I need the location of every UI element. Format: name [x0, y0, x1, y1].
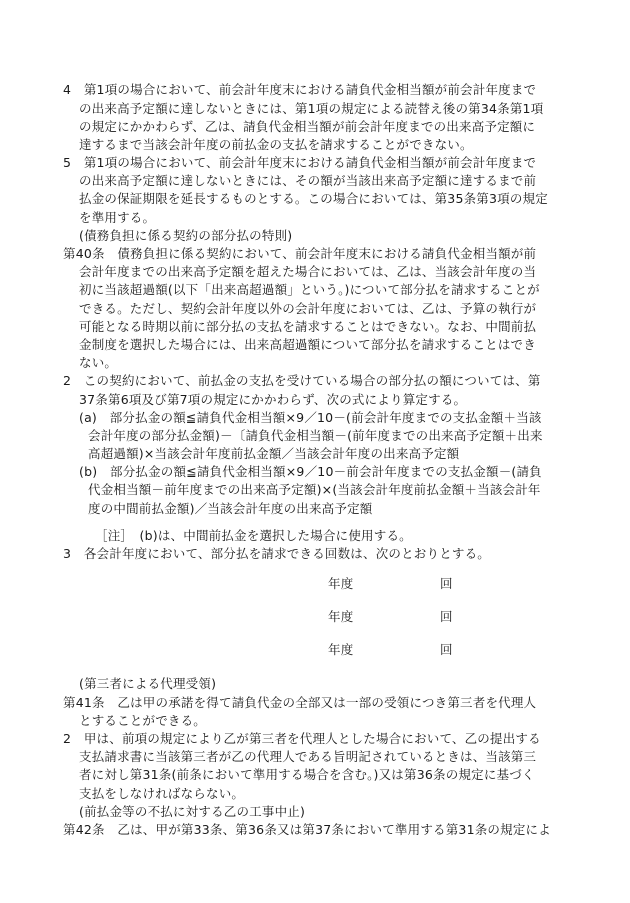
text-line: の出来高予定額に達しないときには、第1項の規定による読替え後の第34条第1項 [79, 101, 544, 116]
text-line: 可能となる時期以前に部分払の支払を請求することはできない。なお、中間前払 [79, 319, 537, 334]
text-line: 達するまで当該会計年度の前払金の支払を請求することができない。 [79, 137, 473, 152]
section-heading: (前払金等の不払に対する乙の工事中止) [79, 804, 306, 819]
text-line: 払金の保証期限を延長するものとする。この場合においては、第35条第3項の規定 [79, 191, 548, 206]
text-line: できる。ただし、契約会計年度以外の会計年度においては、乙は、予算の執行が [79, 301, 537, 316]
article-41-line: 第41条 乙は甲の承諾を得て請負代金の全部又は一部の受領につき第三者を代理人 [63, 695, 537, 710]
formula-a-line: (a) 部分払金の額≦請負代金相当額×9／10－(前会計年度までの支払金額＋当該 [79, 410, 542, 425]
formula-b-line: 代金相当額－前年度までの出来高予定額)×(当該会計年度前払金額＋当該会計年 [88, 482, 541, 497]
article-42-line: 第42条 乙は、甲が第33条、第36条又は第37条において準用する第31条の規定によ [63, 822, 551, 837]
text-line: を準用する。 [79, 210, 156, 225]
text-line: 3 各会計年度において、部分払を請求できる回数は、次のとおりとする。 [63, 546, 491, 561]
text-line: 支払をしなければならない。 [79, 786, 245, 801]
formula-a-line: 会計年度の部分払金額)－〔請負代金相当額－(前年度までの出来高予定額＋出来 [88, 428, 543, 443]
article-40-line: 第40条 債務負担に係る契約において、前会計年度末における請負代金相当額が前 [63, 246, 537, 261]
text-line: 金制度を選択した場合には、出来高超過額について部分払を請求することはでき [79, 337, 536, 352]
text-line: とすることができる。 [79, 713, 207, 728]
text-line: 4 第1項の場合において、前会計年度末における請負代金相当額が前会計年度まで [63, 82, 537, 97]
formula-a-line: 高超過額)×当該会計年度前払金額／当該会計年度の出来高予定額 [88, 446, 460, 461]
text-line: 支払請求書に当該第三者が乙の代理人である旨明記されているときは、当該第三 [79, 749, 537, 764]
section-heading: (第三者による代理受領) [79, 676, 217, 691]
text-line: の出来高予定額に達しないときには、その額が当該出来高予定額に達するまで前 [79, 173, 537, 188]
text-line: 会計年度までの出来高予定額を超えた場合においては、乙は、当該会計年度の当 [79, 264, 537, 279]
text-line: 者に対し第31条(前条において準用する場合を含む。)又は第36条の規定に基づく [79, 767, 535, 782]
note-line: ［注］ (b)は、中間前払金を選択した場合に使用する。 [95, 528, 412, 543]
section-heading: (債務負担に係る契約の部分払の特則) [79, 228, 293, 243]
year-label: 年度 [328, 609, 354, 624]
text-line: 初に当該超過額(以下「出来高超過額」という。)について部分払を請求することが [79, 282, 540, 297]
count-label: 回 [440, 642, 453, 657]
text-line: ない。 [79, 355, 118, 370]
formula-b-line: 度の中間前払金額)／当該会計年度の出来高予定額 [88, 501, 373, 516]
text-line: 37条第6項及び第7項の規定にかかわらず、次の式により算定する。 [79, 392, 467, 407]
year-label: 年度 [328, 642, 354, 657]
text-line: の規定にかかわらず、乙は、請負代金相当額が前会計年度までの出来高予定額に [79, 119, 536, 134]
formula-b-line: (b) 部分払金の額≦請負代金相当額×9／10－前会計年度までの支払金額－(請負 [79, 464, 542, 479]
count-label: 回 [440, 576, 453, 591]
count-label: 回 [440, 609, 453, 624]
year-label: 年度 [328, 576, 354, 591]
text-line: 5 第1項の場合において、前会計年度末における請負代金相当額が前会計年度まで [63, 155, 537, 170]
text-line: 2 甲は、前項の規定により乙が第三者を代理人とした場合において、乙の提出する [63, 731, 541, 746]
text-line: 2 この契約において、前払金の支払を受けている場合の部分払の額については、第 [63, 373, 541, 388]
